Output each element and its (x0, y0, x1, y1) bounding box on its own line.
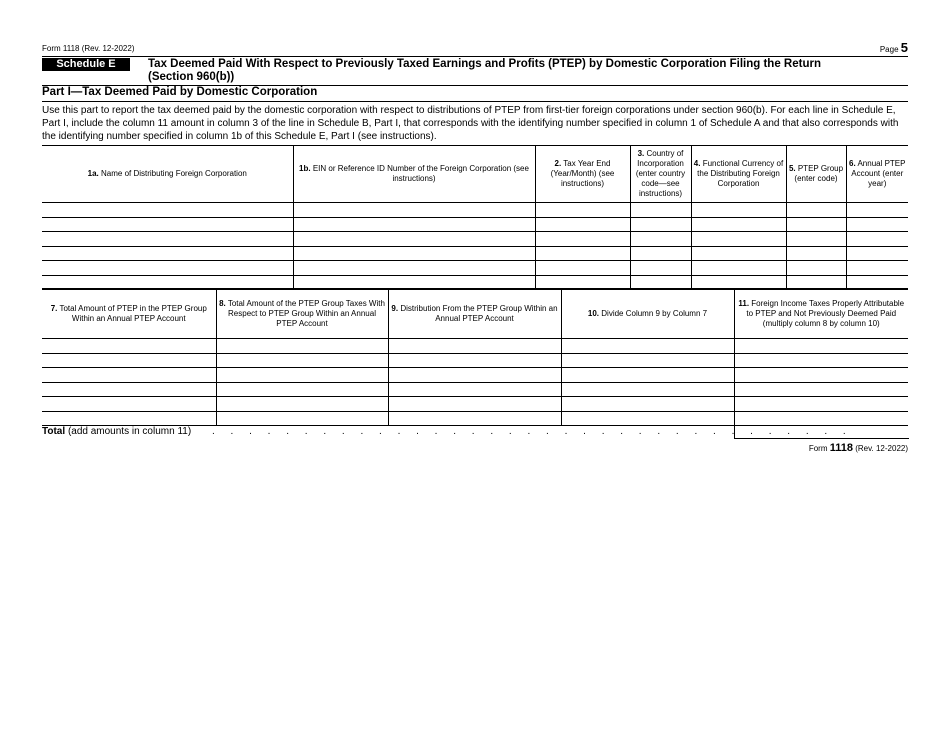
entry-cell[interactable] (786, 232, 846, 247)
schedule-badge: Schedule E (42, 58, 130, 71)
table-row (42, 353, 908, 368)
form-revision-label: Form 1118 (Rev. 12-2022) (42, 44, 135, 53)
table1-col-number: 4. (693, 159, 701, 168)
table1-col-text: Name of Distributing Foreign Corporation (101, 169, 247, 178)
entry-cell[interactable] (42, 203, 293, 218)
form-footer (809, 442, 908, 454)
table1-col-header-3 (535, 146, 630, 203)
entry-cell[interactable] (388, 411, 561, 426)
entry-cell[interactable] (786, 261, 846, 276)
entry-cell[interactable] (630, 217, 691, 232)
table1-col-header-6 (786, 146, 846, 203)
footer-prefix: Form (808, 444, 828, 453)
entry-cell[interactable] (846, 246, 908, 261)
table1-header-row (42, 146, 908, 203)
entry-cell[interactable] (216, 382, 388, 397)
entry-cell[interactable] (734, 368, 908, 383)
table2-col-number: 11. (738, 298, 750, 308)
table2-col-number: 8. (219, 298, 226, 308)
entry-cell[interactable] (846, 217, 908, 232)
table2-col-number: 10. (587, 308, 600, 318)
entry-cell[interactable] (216, 353, 388, 368)
table1-col-number: 5. (788, 164, 796, 173)
instructions-paragraph: Use this part to report the tax deemed paid by the domestic corporation with respect to distributions of PTEP from first-tier foreign corporations under section 960(b). For each line in Schedule E, Part I, include the column 11 amount in column 3 of the line in Schedule B, Part I, that corresponds with the identifying number specified in column 1 of Schedule A and that also corresponds with the identifying number specified in column 1b of this Schedule E, Part I (see instructions). (42, 105, 899, 142)
table2-col-text: Foreign Income Taxes Properly Attributable to PTEP and Not Previously Deemed Paid (multiply column 8 by column 10) (746, 298, 905, 328)
entry-cell[interactable] (216, 339, 388, 354)
leader-dots: . . . . . . . . . . . . . . . . . . . . . . . . . . . . . . . . . . . (212, 426, 853, 437)
entry-cell[interactable] (561, 353, 734, 368)
entry-cell[interactable] (691, 246, 786, 261)
entry-cell[interactable] (293, 232, 535, 247)
footer-revision: (Rev. 12-2022) (855, 444, 908, 453)
table1-col-text: Functional Currency of the Distributing Foreign Corporation (697, 159, 784, 188)
entry-cell[interactable] (42, 246, 293, 261)
table1-col-header-5 (691, 146, 786, 203)
entry-cell[interactable] (691, 232, 786, 247)
table-row (42, 261, 908, 276)
entry-cell[interactable] (388, 339, 561, 354)
entry-cell[interactable] (561, 382, 734, 397)
entry-cell[interactable] (535, 217, 630, 232)
entry-cell[interactable] (42, 353, 216, 368)
total-label (42, 426, 191, 437)
table-row (42, 382, 908, 397)
table2-body (42, 339, 908, 426)
entry-cell[interactable] (216, 411, 388, 426)
entry-cell[interactable] (535, 232, 630, 247)
total-label-bold: Total (42, 426, 66, 437)
entry-cell[interactable] (786, 246, 846, 261)
table1-col-number: 6. (849, 159, 856, 168)
table2-col-header-5 (734, 289, 908, 339)
entry-cell[interactable] (846, 203, 908, 218)
page-label: Page (879, 45, 899, 54)
entry-cell[interactable] (216, 368, 388, 383)
entry-cell[interactable] (734, 382, 908, 397)
entry-cell[interactable] (388, 397, 561, 412)
entry-cell[interactable] (535, 246, 630, 261)
part-title-rule (42, 101, 908, 102)
table2-col-text: Total Amount of PTEP in the PTEP Group Within an Annual PTEP Account (59, 303, 207, 323)
table1-col-number: 2. (554, 159, 562, 168)
entry-cell[interactable] (734, 397, 908, 412)
table2-col-header-1 (42, 289, 216, 339)
entry-cell[interactable] (42, 368, 216, 383)
entry-cell[interactable] (561, 339, 734, 354)
table1-col-text: Tax Year End (Year/Month) (see instructions) (550, 159, 615, 188)
page-number-value: 5 (900, 40, 908, 55)
entry-cell[interactable] (535, 203, 630, 218)
entry-cell[interactable] (734, 339, 908, 354)
table2-col-text: Total Amount of the PTEP Group Taxes With Respect to PTEP Group Within an Annual PTEP Account (227, 298, 385, 328)
entry-cell[interactable] (293, 261, 535, 276)
entry-cell[interactable] (388, 353, 561, 368)
entry-cell[interactable] (561, 368, 734, 383)
entry-cell[interactable] (691, 261, 786, 276)
table-row (42, 246, 908, 261)
ptep-distribution-table (42, 145, 908, 290)
schedule-title-line2: (Section 960(b)) (148, 71, 235, 83)
table2-header-row (42, 289, 908, 339)
table1-col-text: PTEP Group (enter code) (794, 164, 844, 183)
table2-col-number: 9. (391, 303, 399, 313)
table2-col-header-2 (216, 289, 388, 339)
table2-col-header-4 (561, 289, 734, 339)
entry-cell[interactable] (846, 232, 908, 247)
table-row (42, 368, 908, 383)
entry-cell[interactable] (630, 261, 691, 276)
entry-cell[interactable] (42, 397, 216, 412)
entry-cell[interactable] (734, 353, 908, 368)
table1-body (42, 203, 908, 290)
table2-col-number: 7. (50, 303, 58, 313)
entry-cell[interactable] (561, 397, 734, 412)
table1-col-header-7 (846, 146, 908, 203)
entry-cell[interactable] (786, 217, 846, 232)
table2-col-text: Distribution From the PTEP Group Within an Annual PTEP Account (400, 303, 558, 323)
table2-col-header-3 (388, 289, 561, 339)
total-label-note: (add amounts in column 11) (67, 426, 192, 437)
page-number (880, 40, 908, 55)
table-row (42, 339, 908, 354)
entry-cell[interactable] (42, 261, 293, 276)
total-amount-field[interactable] (734, 424, 909, 439)
table1-col-text: EIN or Reference ID Number of the Foreign Corporation (see instructions) (312, 164, 529, 183)
schedule-title (148, 58, 868, 84)
table-row (42, 203, 908, 218)
top-rule (42, 56, 908, 57)
schedule-title-line1: Tax Deemed Paid With Respect to Previously Taxed Earnings and Profits (PTEP) by Domestic Corporation Filing the Return (148, 58, 821, 70)
entry-cell[interactable] (846, 261, 908, 276)
entry-cell[interactable] (691, 203, 786, 218)
ptep-taxes-table (42, 288, 908, 426)
table1-col-header-1 (42, 146, 293, 203)
entry-cell[interactable] (42, 217, 293, 232)
entry-cell[interactable] (293, 217, 535, 232)
table1-col-number: 3. (637, 149, 645, 158)
table1-col-text: Country of Incorporation (enter country code—see instructions) (635, 149, 686, 198)
table1-col-number: 1a. (87, 169, 99, 178)
entry-cell[interactable] (293, 203, 535, 218)
table1-col-number: 1b. (299, 164, 311, 173)
entry-cell[interactable] (388, 368, 561, 383)
entry-cell[interactable] (42, 382, 216, 397)
footer-form-number: 1118 (829, 442, 853, 454)
table-row (42, 217, 908, 232)
entry-cell[interactable] (786, 203, 846, 218)
table1-col-header-4 (630, 146, 691, 203)
entry-cell[interactable] (388, 382, 561, 397)
entry-cell[interactable] (535, 261, 630, 276)
table1-col-text: Annual PTEP Account (enter year) (851, 159, 906, 188)
entry-cell[interactable] (42, 232, 293, 247)
table2-col-text: Divide Column 9 by Column 7 (601, 308, 708, 318)
table1-col-header-2 (293, 146, 535, 203)
entry-cell[interactable] (691, 217, 786, 232)
entry-cell[interactable] (42, 411, 216, 426)
entry-cell[interactable] (42, 339, 216, 354)
table-row (42, 232, 908, 247)
entry-cell[interactable] (293, 246, 535, 261)
entry-cell[interactable] (630, 232, 691, 247)
part-title: Part I—Tax Deemed Paid by Domestic Corporation (42, 86, 318, 98)
table-row (42, 397, 908, 412)
entry-cell[interactable] (630, 246, 691, 261)
entry-cell[interactable] (630, 203, 691, 218)
entry-cell[interactable] (216, 397, 388, 412)
entry-cell[interactable] (561, 411, 734, 426)
